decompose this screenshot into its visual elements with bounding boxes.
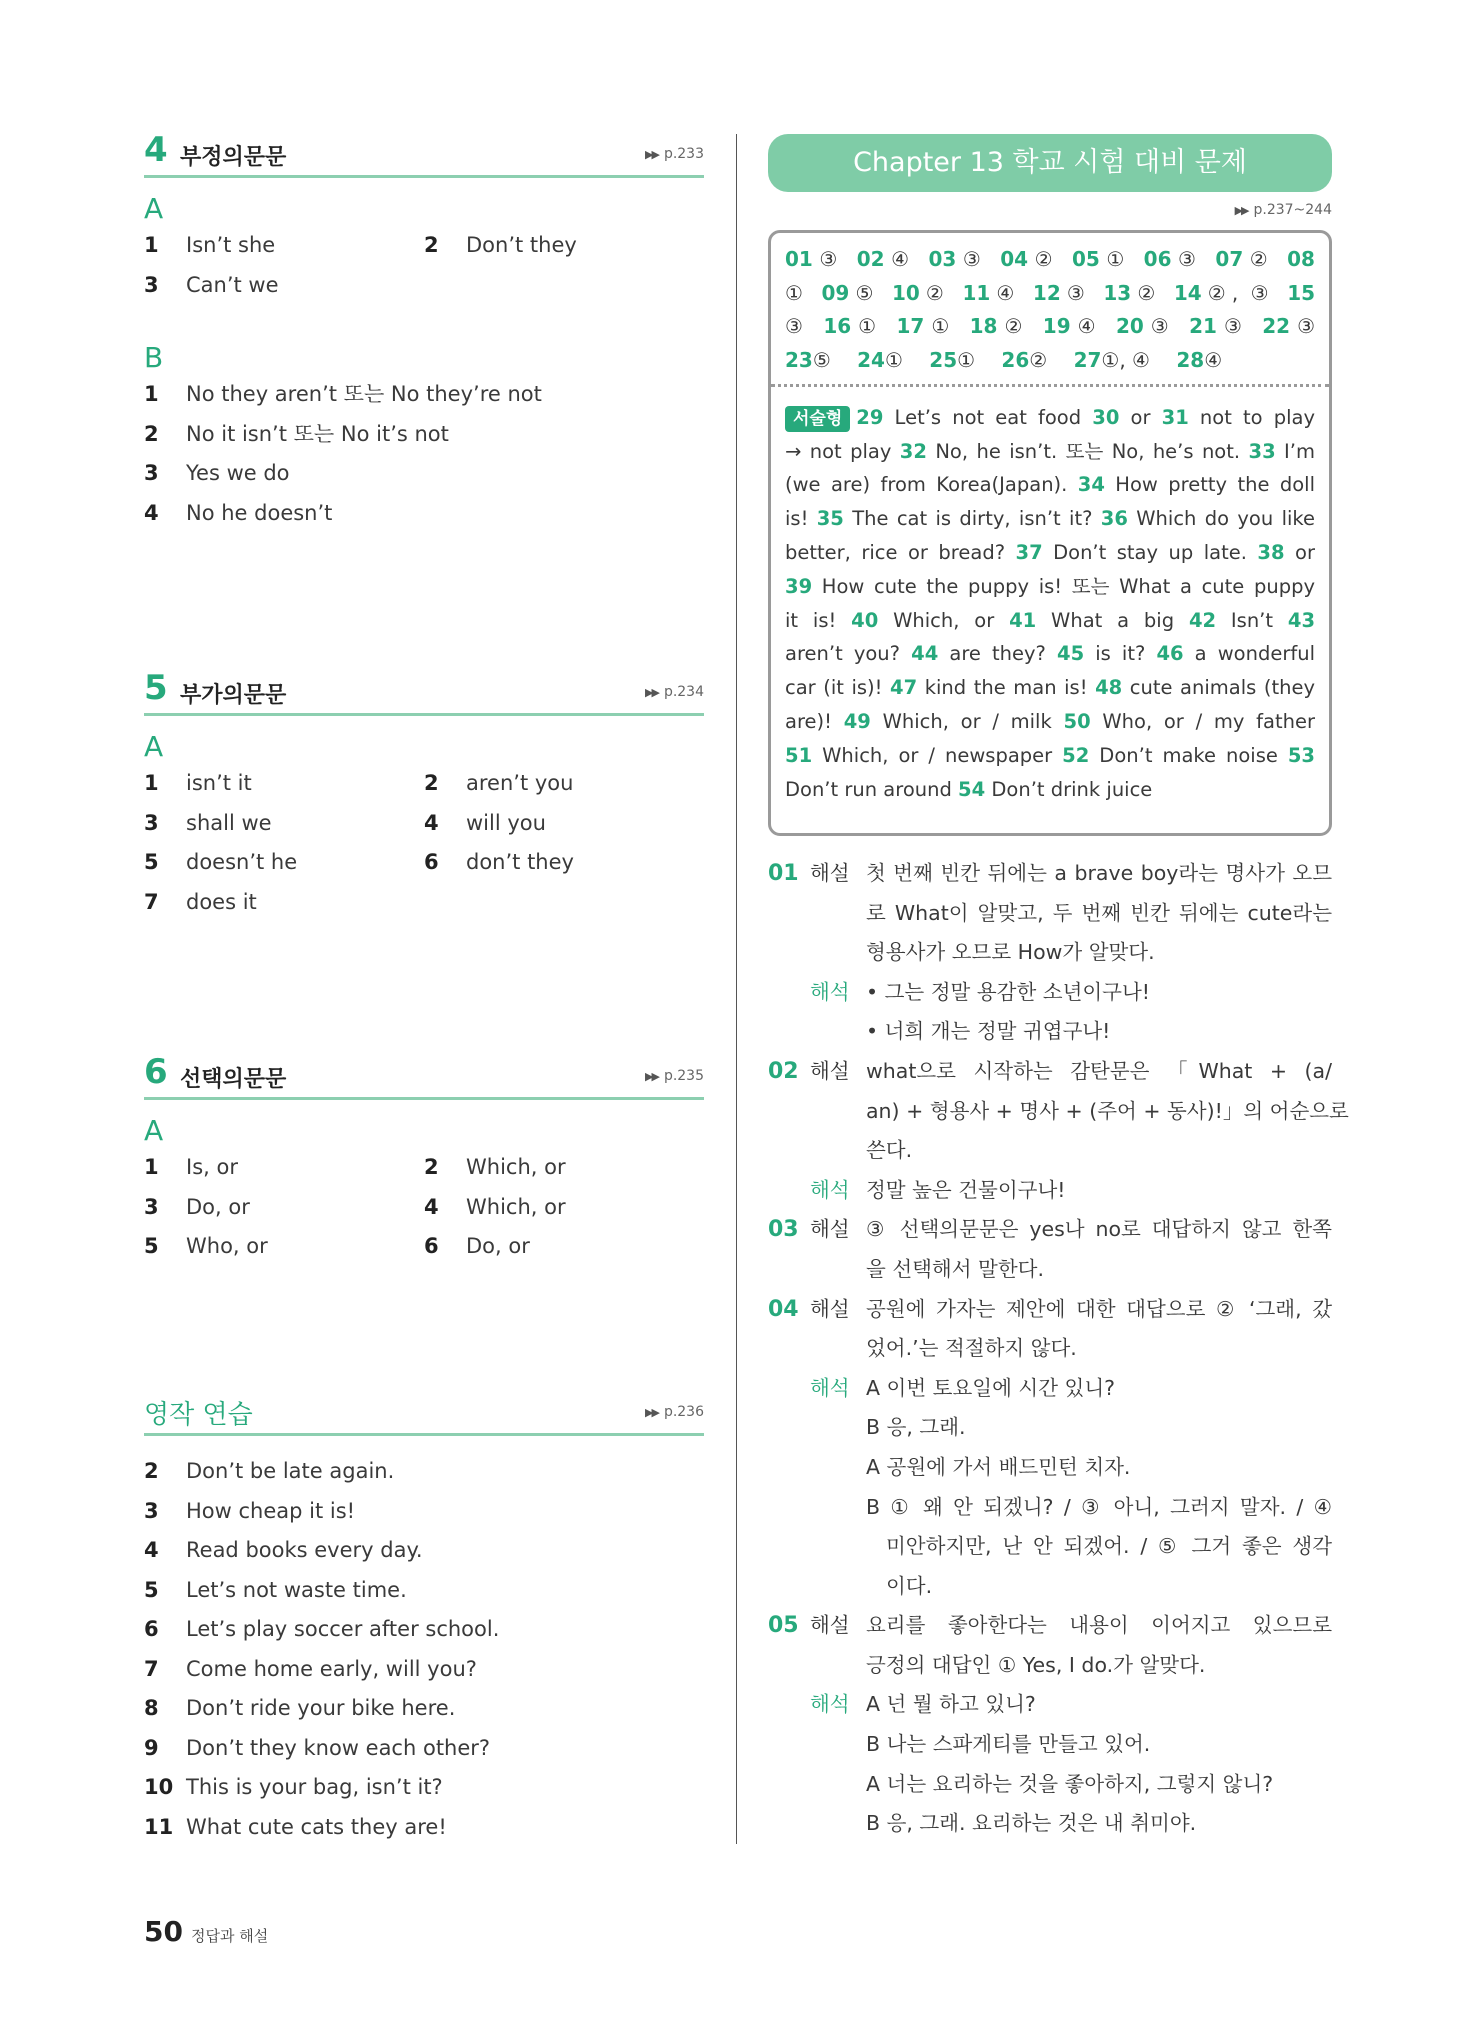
page-ref — [645, 1404, 704, 1420]
explanation-text: • 그는 정말 용감한 소년이구나! — [866, 979, 1151, 1004]
explanation-row — [768, 1606, 1332, 1646]
explanation-row — [768, 1646, 1332, 1686]
mc-answer: 24① — [857, 348, 903, 373]
answer-item: 5 Who, or — [144, 1234, 268, 1258]
answer-line — [785, 344, 1315, 378]
answer-item: 2 Don’t be late again. — [144, 1459, 395, 1483]
mc-answer: 17① — [896, 314, 957, 339]
column-divider — [736, 134, 737, 1844]
answer-item: 2 aren’t you — [424, 771, 574, 795]
answer-item: 1 Is, or — [144, 1155, 238, 1179]
answer-list — [144, 1452, 704, 1847]
answer-item: 10 This is your bag, isn’t it? — [144, 1775, 443, 1799]
section-6 — [144, 1052, 704, 1267]
answer-item: 2 Don’t they — [424, 233, 577, 257]
explanation-text: 첫 번째 빈칸 뒤에는 a brave boy라는 명사가 오므 — [866, 861, 1332, 885]
explanation-row — [768, 1527, 1332, 1567]
explanation-row — [768, 1012, 1332, 1052]
question-number: 04 — [768, 1296, 799, 1322]
explanation-row — [768, 1567, 1332, 1607]
explanation-text: what으로 시작하는 감탄문은 「What + (a/ — [866, 1058, 1332, 1083]
answer-item: 1 Isn’t she — [144, 233, 276, 257]
mc-answer: 01③ — [785, 247, 844, 271]
essay-line: it is! 40 Which, or 41 What a big 42 Isn’t 43 — [785, 608, 1316, 632]
explanation-text: 로 What이 알맞고, 두 번째 빈칸 뒤에는 cute라는 — [866, 900, 1332, 925]
double-arrow-icon: ▶▶ — [645, 1070, 658, 1083]
mc-answer: 19④ — [1042, 314, 1103, 339]
answer-line — [785, 277, 1315, 311]
mc-answer: 12③ — [1032, 280, 1091, 305]
section-title: 영작 연습 — [144, 1400, 253, 1430]
essay-line: is! 35 The cat is dirty, isn’t it? 36 Which do you like — [785, 507, 1315, 531]
explanation-text: A 너는 요리하는 것을 좋아하지, 그렇지 않니? — [866, 1771, 1274, 1796]
essay-line: better, rice or bread? 37 Don’t stay up late. 38 or — [785, 541, 1315, 564]
mc-answer: 20③ — [1115, 314, 1176, 339]
section-title: 부가의문문 — [180, 683, 287, 708]
explanation-text: 었어.’는 적절하지 않다. — [866, 1336, 1077, 1361]
explanation-text: 을 선택해서 말한다. — [866, 1256, 1044, 1281]
chapter-banner: Chapter 13 학교 시험 대비 문제 — [768, 134, 1332, 192]
essay-line: 39 How cute the puppy is! 또는 What a cute puppy — [785, 574, 1315, 598]
dotted-divider — [771, 384, 1329, 387]
answer-key-box — [768, 230, 1332, 836]
explanation-text: 이다. — [886, 1573, 933, 1598]
mc-answer: 14②, ③ — [1173, 280, 1275, 305]
section-5 — [144, 668, 704, 922]
explanation-text: B 응, 그래. — [866, 1415, 966, 1440]
group-letter: A — [144, 192, 164, 225]
mc-answer: 02④ — [856, 247, 916, 271]
explanation-text: 형용사가 오므로 How가 알맞다. — [866, 940, 1155, 965]
explanation-row — [768, 1765, 1332, 1805]
translation-label: 해석 — [810, 1375, 850, 1400]
answer-line — [785, 243, 1315, 277]
double-arrow-icon: ▶▶ — [645, 148, 658, 161]
mc-answer: 03③ — [928, 247, 988, 271]
page-ref — [645, 1068, 704, 1084]
explanation-row — [768, 1408, 1332, 1448]
footer-label: 정답과 해설 — [190, 1927, 269, 1945]
explanation-text: 요리를 좋아한다는 내용이 이어지고 있으므로 — [866, 1613, 1332, 1638]
essay-answers — [785, 401, 1315, 807]
explanation-row — [768, 1448, 1332, 1488]
group-letter: B — [144, 341, 164, 374]
explanation-text: ③ 선택의문문은 yes나 no로 대답하지 않고 한쪽 — [866, 1217, 1332, 1242]
essay-line: 서술형 29 Let’s not eat food 30 or 31 not to play — [785, 401, 1315, 435]
explanation-row — [768, 1725, 1332, 1765]
explanation-row — [768, 1131, 1332, 1171]
explanation-label: 해설 — [810, 1217, 850, 1242]
mc-answer: 26② — [1001, 348, 1048, 373]
section-number: 4 — [144, 130, 168, 170]
explanation-text: 정말 높은 건물이구나! — [866, 1177, 1066, 1202]
mc-answer: 18② — [969, 314, 1030, 339]
essay-line: (we are) from Korea(Japan). 34 How pretty the doll — [785, 473, 1315, 497]
mc-answer: 10② — [891, 280, 950, 305]
page-ref-text: p.234 — [663, 684, 704, 700]
explanation-row — [768, 1052, 1332, 1092]
answer-item: 4 Which, or — [424, 1194, 566, 1219]
answer-item: 6 Let’s play soccer after school. — [144, 1617, 500, 1641]
explanation-row — [768, 1804, 1332, 1844]
explanation-label: 해설 — [810, 1296, 850, 1321]
question-number: 03 — [768, 1217, 799, 1243]
page-ref — [1235, 202, 1332, 218]
mc-answer: 09⑤ — [821, 280, 880, 305]
essay-tag: 서술형 — [785, 406, 850, 432]
essay-line: car (it is)! 47 kind the man is! 48 cute animals (they — [785, 676, 1316, 700]
explanation-row — [768, 1290, 1332, 1330]
answer-item: 2 No it isn’t 또는 No it’s not — [144, 421, 449, 446]
group-letter: A — [144, 1114, 164, 1147]
section-number: 6 — [144, 1052, 168, 1092]
mc-answer: 27①, ④ — [1073, 348, 1150, 373]
translation-label: 해석 — [810, 1692, 850, 1717]
section-header — [144, 130, 704, 178]
mc-answer: 16① — [823, 314, 884, 339]
explanation-text: B ① 왜 안 되겠니? / ③ 아니, 그러지 말자. / ④ — [866, 1494, 1332, 1519]
explanation-label: 해설 — [810, 1058, 850, 1083]
explanation-text: 공원에 가자는 제안에 대한 대답으로 ② ‘그래, 갔 — [866, 1296, 1332, 1321]
answer-item: 7 Come home early, will you? — [144, 1656, 477, 1681]
page-ref-text: p.235 — [663, 1068, 704, 1084]
explanation-row — [768, 854, 1332, 894]
explanation-text: B 나는 스파게티를 만들고 있어. — [866, 1732, 1151, 1757]
explanation-text: B 응, 그래. 요리하는 것은 내 취미야. — [866, 1811, 1197, 1836]
answer-item: 2 Which, or — [424, 1155, 566, 1179]
answer-item: 4 will you — [424, 810, 546, 835]
answer-list — [144, 375, 704, 533]
explanation-row — [768, 1369, 1332, 1409]
question-number: 02 — [768, 1058, 799, 1084]
essay-line: 51 Which, or / newspaper 52 Don’t make noise 53 — [785, 743, 1315, 767]
section-4 — [144, 130, 704, 533]
question-number: 05 — [768, 1613, 799, 1639]
answer-item: 5 Let’s not waste time. — [144, 1577, 407, 1602]
page-ref — [645, 684, 704, 700]
section-header — [144, 668, 704, 716]
mc-answer: ① — [785, 280, 810, 305]
mc-answer: 07② — [1215, 247, 1275, 271]
mc-answer: 21③ — [1189, 314, 1249, 339]
page-ref-text: p.233 — [663, 146, 704, 162]
explanation-row — [768, 1210, 1332, 1250]
answer-item: 4 Read books every day. — [144, 1538, 423, 1562]
answer-item: 9 Don’t they know each other? — [144, 1735, 491, 1760]
explanation-row — [768, 1488, 1332, 1528]
page-ref-text: p.237~244 — [1253, 202, 1332, 218]
explanation-row — [768, 894, 1332, 934]
page-number: 50 — [144, 1915, 183, 1948]
answer-list — [144, 764, 704, 922]
section-title: 부정의문문 — [180, 145, 287, 170]
page-footer — [144, 1915, 268, 1948]
answer-line — [785, 310, 1315, 344]
explanation-row — [768, 1685, 1332, 1725]
mc-answer: 05① — [1071, 247, 1131, 271]
mc-answer: 15 — [1287, 280, 1316, 305]
explanation-row — [768, 1329, 1332, 1369]
answer-item: 3 Do, or — [144, 1194, 250, 1219]
explanation-row — [768, 1171, 1332, 1211]
essay-line: → not play 32 No, he isn’t. 또는 No, he’s not. 33 I’m — [785, 439, 1315, 463]
explanation-text: • 너희 개는 정말 귀엽구나! — [866, 1019, 1111, 1044]
mc-answer: 06③ — [1143, 247, 1203, 271]
answer-item: 3 How cheap it is! — [144, 1498, 356, 1523]
explanation-row — [768, 1250, 1332, 1290]
explanation-text: 긍정의 대답인 ① Yes, I do.가 알맞다. — [866, 1652, 1206, 1677]
page-ref-text: p.236 — [663, 1404, 704, 1420]
answer-item: 3 Yes we do — [144, 461, 290, 485]
answer-list — [144, 1148, 704, 1267]
section-header — [144, 1388, 704, 1436]
answer-item: 3 shall we — [144, 810, 272, 835]
double-arrow-icon: ▶▶ — [645, 686, 658, 699]
explanation-label: 해설 — [810, 1613, 850, 1638]
answer-item: 6 Do, or — [424, 1234, 530, 1258]
explanation-text: 미안하지만, 난 안 되겠어. / ⑤ 그거 좋은 생각 — [886, 1534, 1332, 1559]
essay-line: Don’t run around 54 Don’t drink juice — [785, 777, 1153, 801]
explanation-row — [768, 973, 1332, 1013]
section-number: 5 — [144, 668, 168, 708]
explanation-text: an) + 형용사 + 명사 + (주어 + 동사)!」의 어순으로 — [866, 1098, 1349, 1123]
mc-answer: 04② — [1000, 247, 1060, 271]
answer-list — [144, 226, 704, 305]
mc-answer: 08 — [1287, 247, 1315, 271]
essay-line: are)! 49 Which, or / milk 50 Who, or / my father — [785, 709, 1315, 733]
mc-answer: ③ — [785, 314, 810, 339]
mc-answer: 25① — [929, 348, 976, 373]
answer-item: 11 What cute cats they are! — [144, 1814, 447, 1839]
explanation-text: A 공원에 가서 배드민턴 치자. — [866, 1454, 1131, 1479]
double-arrow-icon: ▶▶ — [645, 1406, 658, 1419]
explanation-text: A 이번 토요일에 시간 있니? — [866, 1375, 1115, 1400]
explanation-row — [768, 933, 1332, 973]
multiple-choice-answers — [785, 243, 1315, 378]
answer-item: 3 Can’t we — [144, 272, 279, 297]
explanations — [768, 854, 1349, 1844]
essay-line: aren’t you? 44 are they? 45 is it? 46 a wonderful — [785, 642, 1315, 666]
answer-item: 5 doesn’t he — [144, 850, 298, 874]
mc-answer: 23⑤ — [785, 348, 831, 373]
double-arrow-icon: ▶▶ — [1234, 204, 1248, 217]
answer-item: 8 Don’t ride your bike here. — [144, 1696, 456, 1720]
page-ref — [645, 146, 704, 162]
explanation-text: A 넌 뭘 하고 있니? — [866, 1692, 1036, 1717]
question-number: 01 — [768, 861, 799, 886]
section-practice — [144, 1388, 704, 1847]
mc-answer: 22③ — [1262, 314, 1316, 339]
explanation-row — [768, 1092, 1349, 1132]
explanation-label: 해설 — [810, 861, 850, 885]
explanation-text: 쓴다. — [866, 1138, 913, 1163]
answer-item: 1 isn’t it — [144, 771, 252, 795]
answer-item: 1 No they aren’t 또는 No they’re not — [144, 382, 542, 406]
answer-item: 7 does it — [144, 889, 257, 914]
translation-label: 해석 — [810, 1177, 850, 1202]
answer-item: 4 No he doesn’t — [144, 500, 333, 525]
translation-label: 해석 — [810, 979, 850, 1004]
answer-item: 6 don’t they — [424, 850, 574, 874]
section-title: 선택의문문 — [180, 1067, 287, 1092]
section-header — [144, 1052, 704, 1100]
mc-answer: 28④ — [1176, 348, 1223, 373]
mc-answer: 11④ — [962, 280, 1021, 305]
group-letter: A — [144, 730, 164, 763]
mc-answer: 13② — [1103, 280, 1162, 305]
